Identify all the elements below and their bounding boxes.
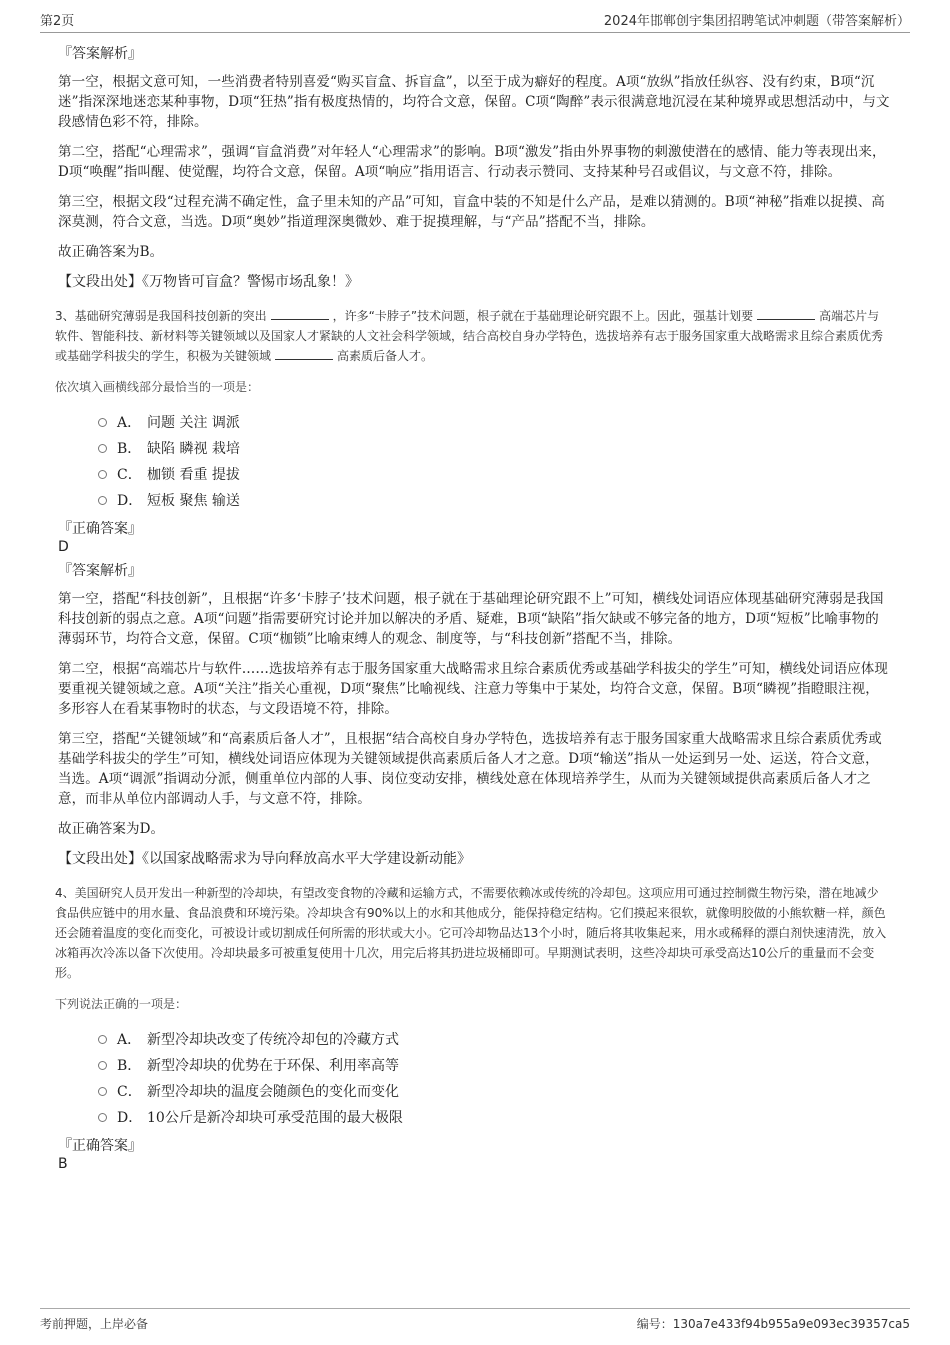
page-content [55,44,890,1178]
source-citation: 【文段出处】《以国家战略需求为导向释放高水平大学建设新动能》 [58,851,471,867]
radio-icon[interactable] [98,418,107,427]
question-prompt: 下列说法正确的一项是： [55,997,188,1011]
page-footer [40,1308,910,1332]
option-b[interactable]: B． 缺陷 瞵视 栽培 [98,435,890,461]
analysis-paragraph: 第二空，根据“高端芯片与软件……选拔培养有志于服务国家重大战略需求且综合素质优秀或基础学科拔尖的学生”可知，横线处词语应体现要重视关键领域之意。A项“关注”指关心重视，D项“聚焦”比喻视线、注意力等集中于某处，均符合文意，保留。B项“瞵视”指瞪眼注视，多形容人在看某事物时的状态，与文段语境不符，排除。 [58,661,889,717]
page-number: 第2页 [40,14,75,29]
analysis-paragraph: 第一空，搭配“科技创新”，且根据“许多‘卡脖子’技术问题，根子就在于基础理论研究跟不上”可知，横线处词语应体现基础研究薄弱是我国科技创新的弱点之意。A项“问题”指需要研究讨论并加以解决的矛盾、疑难，B项“缺陷”指欠缺或不够完备的地方，D项“短板”比喻事物的薄弱环节，均符合文意，保留。C项“枷锁”比喻束缚人的观念、制度等，与“科技创新”搭配不当，排除。 [58,591,884,647]
question-stem-4: 4、美国研究人员开发出一种新型的冷却块，有望改变食物的冷藏和运输方式，不需要依赖冰或传统的冷却包。这项应用可通过控制微生物污染，潜在地减少食品供应链中的用水量、食品浪费和环境污染。冷却块含有90%以上的水和其他成分，能保持稳定结构。它们摸起来很软，就像明胶做的小熊软糖一样，颜色还会随着温度的变化而变化，可被设计或切割成任何所需的形状或大小。它可冷却物品达13个小时，随后将其收集起来，用水或稀释的漂白剂快速清洗，放入冰箱再次冷冻以备下次使用。冷却块最多可被重复使用十几次，用完后将其扔进垃圾桶即可。早期测试表明，这些冷却块可承受高达10公斤的重量而不会变形。 [55,886,887,980]
option-c[interactable]: C． 枷锁 看重 提拔 [98,461,890,487]
fill-blank [271,306,329,320]
analysis-paragraph: 第三空，根据文段“过程充满不确定性，盒子里未知的产品”可知，盲盒中装的不知是什么产品，是难以猜测的。B项“神秘”指难以捉摸、高深莫测，符合文意，当选。D项“奥妙”指道理深奥微妙、难于捉摸理解，与“产品”搭配不当，排除。 [58,194,885,230]
correct-answer: D [58,539,69,555]
analysis-label: 『答案解析』 [58,46,142,62]
radio-icon[interactable] [98,1113,107,1122]
option-d[interactable]: D． 短板 聚焦 输送 [98,487,890,513]
correct-answer-label: 『正确答案』 [58,1138,142,1154]
fill-blank [275,346,333,360]
radio-icon[interactable] [98,1061,107,1070]
conclusion: 故正确答案为B。 [58,244,164,260]
page-header [40,10,910,33]
footer-slogan: 考前押题，上岸必备 [40,1317,149,1331]
source-citation: 【文段出处】《万物皆可盲盒？警惕市场乱象！》 [58,274,359,290]
correct-answer: B [58,1156,68,1172]
radio-icon[interactable] [98,1035,107,1044]
analysis-label: 『答案解析』 [58,563,142,579]
option-a[interactable]: A． 问题 关注 调派 [98,409,890,435]
question-stem-3: 3、基础研究薄弱是我国科技创新的突出 ，许多“卡脖子”技术问题，根子就在于基础理论研究跟不上。因此，强基计划要 高端芯片与软件、智能科技、新材料等关键领域以及国家人才紧缺的人文社会科学领域，结合高校自身办学特色，选拔培养有志于服务国家重大战略需求且综合素质优秀或基础学科拔尖的学生，积极为关键领域 高素质后备人才。 [55,306,890,366]
question-prompt: 依次填入画横线部分最恰当的一项是： [55,380,260,394]
conclusion: 故正确答案为D。 [58,821,165,837]
fill-blank [757,306,815,320]
document-title: 2024年邯郸创宇集团招聘笔试冲刺题（带答案解析） [603,14,910,29]
option-d[interactable]: D． 10公斤是新冷却块可承受范围的最大极限 [98,1104,890,1130]
option-list [98,1026,890,1130]
analysis-paragraph: 第三空，搭配“关键领域”和“高素质后备人才”，且根据“结合高校自身办学特色，选拔培养有志于服务国家重大战略需求且综合素质优秀或基础学科拔尖的学生”可知，横线处词语应体现为关键领域提供高素质后备人才之意。D项“输送”指从一处运到另一处、运送，符合文意，当选。A项“调派”指调动分派，侧重单位内部的人事、岗位变动安排，横线处意在体现培养学生，从而为关键领域提供高素质后备人才之意，而非从单位内部调动人手，与文意不符，排除。 [58,731,882,807]
analysis-paragraph: 第一空，根据文意可知，一些消费者特别喜爱“购买盲盒、拆盲盒”，以至于成为癖好的程度。A项“放纵”指放任纵容、没有约束，B项“沉迷”指深深地迷恋某种事物，D项“狂热”指有极度热情的，均符合文意，保留。C项“陶醉”表示很满意地沉浸在某种境界或思想活动中，与文段感情色彩不符，排除。 [58,74,890,130]
radio-icon[interactable] [98,444,107,453]
radio-icon[interactable] [98,496,107,505]
option-a[interactable]: A． 新型冷却块改变了传统冷却包的冷藏方式 [98,1026,890,1052]
option-b[interactable]: B． 新型冷却块的优势在于环保、利用率高等 [98,1052,890,1078]
correct-answer-label: 『正确答案』 [58,521,142,537]
radio-icon[interactable] [98,1087,107,1096]
radio-icon[interactable] [98,470,107,479]
option-c[interactable]: C． 新型冷却块的温度会随颜色的变化而变化 [98,1078,890,1104]
analysis-paragraph: 第二空，搭配“心理需求”，强调“盲盒消费”对年轻人“心理需求”的影响。B项“激发”指由外界事物的刺激使潜在的感情、能力等表现出来，D项“唤醒”指叫醒、使觉醒，均符合文意，保留。A项“响应”指用语言、行动表示赞同、支持某种号召或倡议，与文意不符，排除。 [58,144,886,180]
document-code: 编号：130a7e433f94b955a9e093ec39357ca5 [636,1317,910,1331]
option-list [98,409,890,513]
